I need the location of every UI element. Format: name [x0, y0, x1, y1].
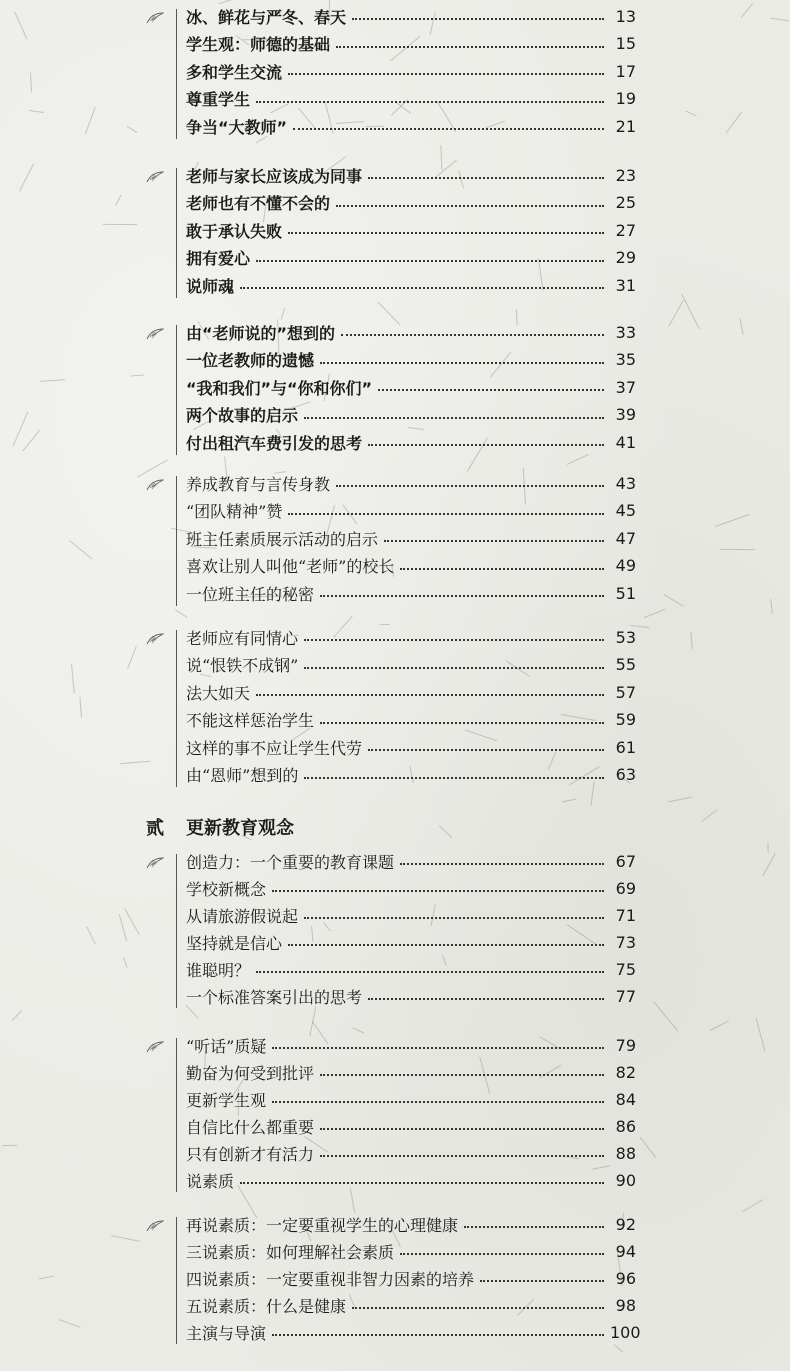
group-divider-line: [176, 630, 177, 787]
dot-leader: [400, 863, 604, 865]
dot-leader: [272, 1101, 604, 1103]
page-number: 94: [615, 1241, 636, 1261]
entry-title: 老师应有同情心: [186, 628, 299, 648]
dot-leader: [320, 1155, 604, 1157]
page-number: 77: [615, 986, 636, 1006]
entry-title: 养成教育与言传身教: [186, 474, 331, 494]
entry-title: 说素质: [186, 1171, 235, 1191]
entry-title: 更新学生观: [186, 1090, 267, 1110]
dot-leader: [288, 513, 604, 515]
toc-group: [0, 5, 790, 143]
dot-leader: [240, 287, 604, 289]
dot-leader: [272, 890, 604, 892]
dot-leader: [256, 101, 604, 103]
entry-title: 只有创新才有活力: [186, 1144, 315, 1164]
page-number: 19: [615, 89, 636, 108]
toc-entry[interactable]: [186, 1034, 636, 1056]
toc-entry[interactable]: [186, 931, 636, 953]
toc-entry[interactable]: [186, 5, 636, 27]
toc-entry[interactable]: [186, 274, 636, 296]
entry-title: 老师与家长应该成为同事: [186, 166, 363, 186]
dot-leader: [368, 749, 604, 751]
page-number: 27: [615, 220, 636, 240]
page-number: 88: [615, 1143, 636, 1163]
entry-title: 拥有爱心: [186, 249, 251, 268]
page-number: 69: [615, 878, 636, 898]
toc-entry[interactable]: [186, 709, 636, 731]
toc-entry[interactable]: [186, 88, 636, 110]
entry-title: 主演与导演: [186, 1323, 267, 1343]
entry-title: 创造力：一个重要的教育课题: [186, 852, 395, 872]
page-number: 63: [615, 765, 636, 784]
group-divider-line: [176, 168, 177, 298]
toc-entry[interactable]: [186, 555, 636, 577]
feather-icon: [146, 1219, 164, 1233]
dot-leader: [368, 998, 604, 1000]
entry-title: 一位班主任的秘密: [186, 584, 315, 604]
dot-leader: [256, 260, 604, 262]
section-heading: [146, 814, 294, 840]
toc-entry[interactable]: [186, 1321, 641, 1343]
toc-entry[interactable]: [186, 1115, 636, 1137]
entry-title: 从请旅游假说起: [186, 906, 299, 926]
dot-leader: [368, 177, 604, 179]
group-divider-line: [176, 9, 177, 139]
dot-leader: [304, 639, 604, 641]
toc-group: [0, 164, 790, 302]
dot-leader: [320, 1074, 604, 1076]
page-number: 17: [615, 61, 636, 81]
page-number: 41: [615, 432, 636, 452]
page-number: 57: [615, 682, 636, 702]
toc-entry[interactable]: [186, 1213, 636, 1235]
dot-leader: [400, 1253, 604, 1255]
entry-title: 学生观：师德的基础: [186, 35, 331, 54]
entry-title: 尊重学生: [186, 90, 251, 109]
dot-leader: [320, 595, 604, 597]
entry-title: “我和我们”与“你和你们”: [186, 378, 373, 398]
dot-leader: [320, 1128, 604, 1130]
toc-entry[interactable]: [186, 164, 636, 186]
toc-group: [0, 1213, 790, 1348]
dot-leader: [464, 1226, 604, 1228]
dot-leader: [272, 1047, 604, 1049]
entry-title: 争当“大教师”: [186, 117, 288, 137]
page-number: 55: [615, 655, 636, 674]
dot-leader: [288, 944, 604, 946]
page-number: 39: [615, 405, 636, 424]
page-number: 15: [615, 34, 636, 53]
group-divider-line: [176, 1217, 177, 1344]
toc-entry[interactable]: [186, 321, 636, 343]
toc-entry[interactable]: [186, 850, 636, 872]
page-number: 31: [615, 275, 636, 295]
page-number: 47: [615, 528, 636, 548]
page-number: 90: [615, 1170, 636, 1190]
dot-leader: [288, 73, 604, 75]
entry-title: 学校新概念: [186, 879, 267, 899]
toc-entry[interactable]: [186, 582, 636, 604]
entry-title: 付出租汽车费引发的思考: [186, 433, 363, 453]
entry-title: 由“老师说的”想到的: [186, 323, 336, 343]
dot-leader: [368, 444, 604, 446]
group-divider-line: [176, 854, 177, 1008]
feather-icon: [146, 327, 164, 341]
toc-entry[interactable]: [186, 376, 636, 398]
page-number: 33: [615, 322, 636, 342]
dot-leader: [336, 485, 604, 487]
page-number: 92: [615, 1214, 636, 1234]
dot-leader: [304, 777, 604, 779]
toc-entry[interactable]: [186, 1294, 636, 1316]
page-number: 35: [615, 350, 636, 369]
dot-leader: [256, 971, 604, 973]
toc-entry[interactable]: [186, 736, 636, 758]
dot-leader: [304, 417, 604, 419]
page-number: 51: [615, 583, 636, 603]
toc-entry[interactable]: [186, 247, 636, 269]
page-number: 75: [615, 959, 636, 979]
feather-icon: [146, 632, 164, 646]
entry-title: 这样的事不应让学生代劳: [186, 738, 363, 758]
page-number: 67: [615, 851, 636, 871]
toc-entry[interactable]: [186, 764, 636, 786]
dot-leader: [352, 1307, 604, 1309]
toc-entry[interactable]: [186, 1088, 636, 1110]
page-number: 59: [615, 710, 636, 729]
dot-leader: [352, 18, 604, 20]
dot-leader: [272, 1334, 604, 1336]
toc-entry[interactable]: [186, 472, 636, 494]
page-number: 53: [615, 627, 636, 647]
entry-title: 敢于承认失败: [186, 221, 283, 241]
entry-title: 谁聪明？: [186, 960, 251, 980]
feather-icon: [146, 1040, 164, 1054]
page-number: 73: [615, 932, 636, 952]
entry-title: 坚持就是信心: [186, 933, 283, 953]
toc-entry[interactable]: [186, 431, 636, 453]
page-number: 37: [615, 377, 636, 397]
feather-icon: [146, 478, 164, 492]
entry-title: 说“恨铁不成钢”: [186, 656, 299, 675]
page-number: 79: [615, 1035, 636, 1055]
toc-entry[interactable]: [186, 654, 636, 676]
dot-leader: [336, 46, 604, 48]
entry-title: 一位老教师的遗憾: [186, 351, 315, 370]
dot-leader: [320, 722, 604, 724]
page-number: 23: [615, 165, 636, 185]
toc-entry[interactable]: [186, 192, 636, 214]
page-number: 61: [615, 737, 636, 757]
entry-title: 再说素质：一定要重视学生的心理健康: [186, 1215, 459, 1235]
toc-entry[interactable]: [186, 877, 636, 899]
group-divider-line: [176, 1038, 177, 1192]
dot-leader: [304, 917, 604, 919]
toc-entry[interactable]: [186, 404, 636, 426]
toc-entry[interactable]: [186, 60, 636, 82]
page-number: 96: [615, 1268, 636, 1288]
page-number: 45: [615, 501, 636, 520]
toc-group: [0, 850, 790, 1012]
feather-icon: [146, 11, 164, 25]
toc-entry[interactable]: [186, 115, 636, 137]
entry-title: 说师魂: [186, 276, 235, 296]
toc-entry[interactable]: [186, 1169, 636, 1191]
toc-group: [0, 626, 790, 791]
page-number: 43: [615, 473, 636, 493]
dot-leader: [400, 568, 604, 570]
entry-title: 三说素质：如何理解社会素质: [186, 1242, 395, 1262]
toc-group: [0, 1034, 790, 1196]
entry-title: 四说素质：一定要重视非智力因素的培养: [186, 1269, 475, 1289]
entry-title: 老师也有不懂不会的: [186, 194, 331, 213]
page-number: 71: [615, 905, 636, 925]
toc-entry[interactable]: [186, 626, 636, 648]
section-number: 贰: [146, 818, 164, 839]
page-number: 86: [615, 1116, 636, 1136]
toc-entry[interactable]: [186, 985, 636, 1007]
entry-title: 喜欢让别人叫他“老师”的校长: [186, 557, 395, 576]
dot-leader: [240, 1182, 604, 1184]
toc-entry[interactable]: [186, 904, 636, 926]
toc-entry[interactable]: [186, 1240, 636, 1262]
dot-leader: [304, 667, 604, 669]
page-number: 98: [615, 1295, 636, 1315]
entry-title: 一个标准答案引出的思考: [186, 987, 363, 1007]
dot-leader: [320, 362, 604, 364]
page-number: 84: [615, 1089, 636, 1109]
entry-title: 由“恩师”想到的: [186, 766, 299, 785]
feather-icon: [146, 170, 164, 184]
entry-title: “团队精神”赞: [186, 502, 283, 521]
page-number: 49: [615, 556, 636, 575]
section-title: 更新教育观念: [186, 818, 294, 839]
dot-leader: [480, 1280, 604, 1282]
toc-entry[interactable]: [186, 1142, 636, 1164]
page-number: 21: [615, 116, 636, 136]
toc-entry[interactable]: [186, 1267, 636, 1289]
group-divider-line: [176, 325, 177, 455]
entry-title: 自信比什么都重要: [186, 1117, 315, 1137]
group-divider-line: [176, 476, 177, 606]
toc-entry[interactable]: [186, 500, 636, 522]
entry-title: 班主任素质展示活动的启示: [186, 529, 379, 549]
dot-leader: [384, 540, 604, 542]
feather-icon: [146, 856, 164, 870]
toc-entry[interactable]: [186, 958, 636, 980]
toc-group: [0, 472, 790, 610]
dot-leader: [256, 694, 604, 696]
entry-title: 法大如天: [186, 683, 251, 703]
toc-group: [0, 321, 790, 459]
page-number: 100: [610, 1322, 641, 1342]
dot-leader: [336, 205, 604, 207]
page-number: 82: [615, 1062, 636, 1082]
entry-title: “听话”质疑: [186, 1036, 267, 1056]
entry-title: 勤奋为何受到批评: [186, 1063, 315, 1083]
entry-title: 五说素质：什么是健康: [186, 1296, 347, 1316]
toc-entry[interactable]: [186, 219, 636, 241]
entry-title: 两个故事的启示: [186, 406, 299, 425]
page-number: 13: [615, 6, 636, 26]
dot-leader: [288, 232, 604, 234]
paper-fiber: [380, 623, 390, 624]
entry-title: 多和学生交流: [186, 62, 283, 82]
entry-title: 冰、鲜花与严冬、春天: [186, 7, 347, 27]
toc-entry[interactable]: [186, 1061, 636, 1083]
dot-leader: [293, 128, 604, 130]
toc-entry[interactable]: [186, 527, 636, 549]
entry-title: 不能这样惩治学生: [186, 711, 315, 730]
dot-leader: [341, 334, 604, 336]
toc-entry[interactable]: [186, 349, 636, 371]
toc-entry[interactable]: [186, 33, 636, 55]
dot-leader: [378, 389, 604, 391]
toc-entry[interactable]: [186, 681, 636, 703]
page-number: 25: [615, 193, 636, 212]
page-number: 29: [615, 248, 636, 267]
